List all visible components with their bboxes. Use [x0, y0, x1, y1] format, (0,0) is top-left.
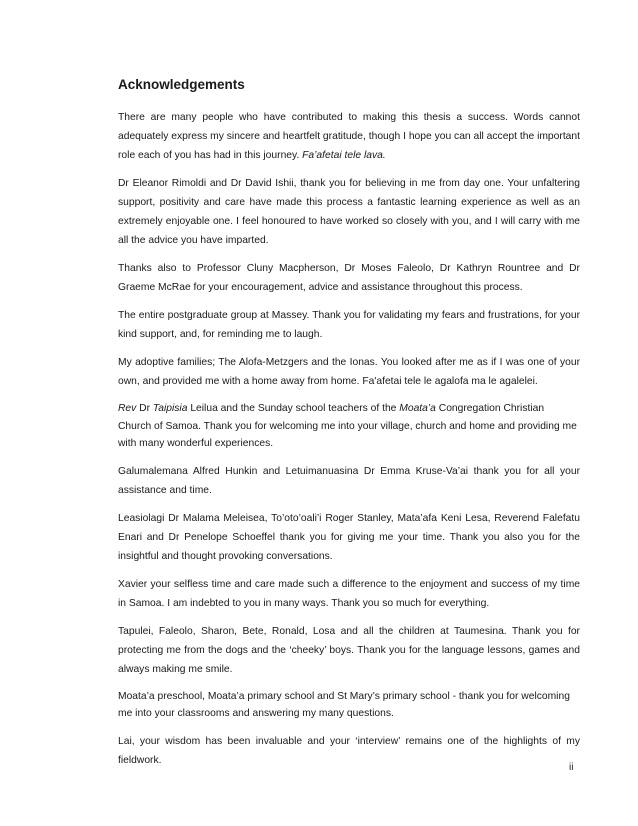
paragraph-church	[118, 400, 580, 453]
page-title: Acknowledgements	[118, 77, 245, 92]
paragraph-intro-text: There are many people who have contributed to making this thesis a success. Words cannot adequately express my sincere and heartfelt gratitude, though I hope you can all accept the important role each of you has had in this journey.	[118, 112, 580, 161]
church-text-3: Congregation Christian Church of Samoa. Thank you for welcoming me into your village, church and home and providing me with many wonderful experiences.	[118, 403, 577, 449]
paragraph-professors: Thanks also to Professor Cluny Macpherson, Dr Moses Faleolo, Dr Kathryn Rountree and Dr Graeme McRae for your encouragement, advice and assistance throughout this process.	[118, 263, 580, 293]
paragraph-taumesina-children: Tapulei, Faleolo, Sharon, Bete, Ronald, Losa and all the children at Taumesina. Thank you for protecting me from the dogs and the ‘cheeky’ boys. Thank you for the language lessons, games and always making me smile.	[118, 625, 580, 675]
paragraph-meleisea-others: Leasiolagi Dr Malama Meleisea, To’oto’oali’i Roger Stanley, Mata’afa Keni Lesa, Reverend Falefatu Enari and Dr Penelope Schoeffel thank you for giving me your time. Thank you also you for the insightful and thought provoking conversations.	[118, 512, 580, 562]
church-text-2: Leilua and the Sunday school teachers of the	[187, 403, 400, 414]
paragraph-hunkin-kruse: Galumalemana Alfred Hunkin and Letuimanuasina Dr Emma Kruse-Va’ai thank you for all your assistance and time.	[118, 465, 580, 496]
paragraph-postgraduate-group: The entire postgraduate group at Massey. Thank you for validating my fears and frustrations, for your kind support, and, for reminding me to laugh.	[118, 310, 580, 340]
paragraph-xavier: Xavier your selfless time and care made such a difference to the enjoyment and success of my time in Samoa. I am indebted to you in many ways. Thank you so much for everything.	[118, 578, 580, 609]
church-name-moataa: Moata’a	[399, 403, 436, 414]
church-text-1: Dr	[136, 403, 153, 414]
page-number: ii	[569, 762, 574, 773]
paragraph-supervisors: Dr Eleanor Rimoldi and Dr David Ishii, thank you for believing in me from day one. Your unfaltering support, positivity and care have made this process a fantastic learning experience as well as an extremely enjoyable one. I feel honoured to have worked so closely with you, and I will carry with me all the advice you have imparted.	[118, 178, 580, 246]
paragraph-lai: Lai, your wisdom has been invaluable and your ‘interview’ remains one of the highlights of my fieldwork.	[118, 735, 580, 766]
paragraph-intro-samoan-thanks: Fa’afetai tele lava.	[302, 150, 386, 161]
church-name-taipisia: Taipisia	[152, 403, 188, 414]
paragraph-intro	[118, 108, 580, 165]
church-rev: Rev	[118, 403, 137, 414]
paragraph-schools: Moata’a preschool, Moata’a primary school and St Mary’s primary school - thank you for welcoming me into your classrooms and answering my many questions.	[118, 690, 570, 719]
acknowledgements-section	[118, 77, 580, 779]
paragraph-adoptive-families: My adoptive families; The Alofa-Metzgers and the Ionas. You looked after me as if I was one of your own, and provided me with a home away from home. Fa'afetai tele le agalofa ma le agalelei.	[118, 357, 580, 387]
